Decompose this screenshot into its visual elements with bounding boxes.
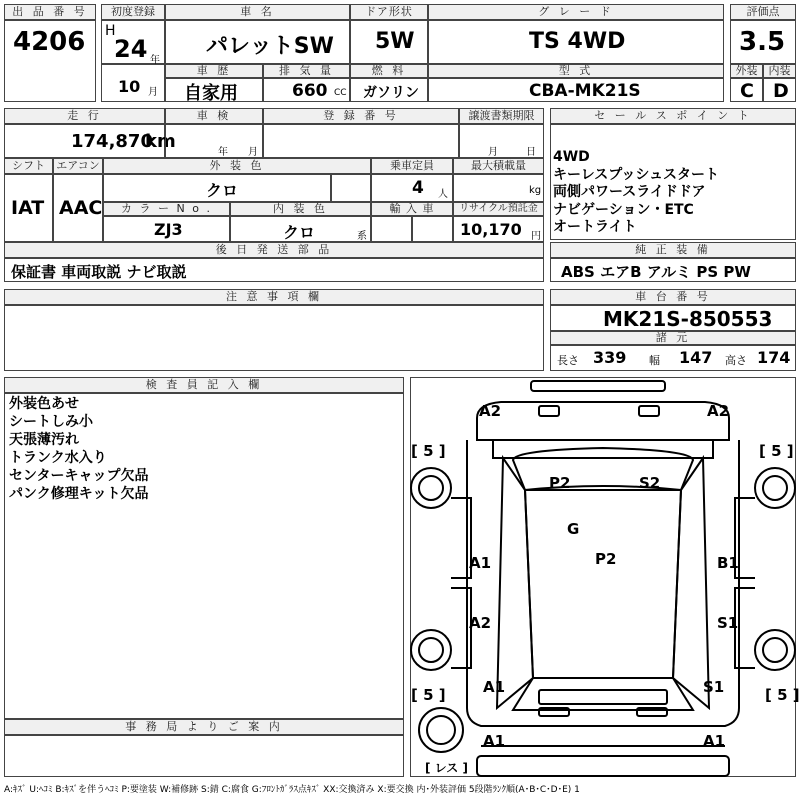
- doc-deadline-box: [459, 124, 544, 158]
- capacity: 4: [412, 178, 424, 198]
- cautions-box: [4, 305, 544, 371]
- rear-bumper-shape: [477, 756, 729, 776]
- reg-no-box: [263, 124, 459, 158]
- max-load-header: 最大積載量: [453, 158, 544, 174]
- damage-mark: A1: [483, 678, 506, 696]
- ext-score-box: [730, 78, 763, 102]
- genuine-box: [550, 258, 796, 282]
- chassis-box: [550, 305, 796, 331]
- sales-point-item: ナビゲーション・ETC: [553, 201, 694, 218]
- ext-score: C: [740, 80, 754, 102]
- displacement-header: 排 気 量: [263, 64, 350, 78]
- reg-month: 10: [118, 77, 141, 96]
- door-box: [350, 20, 428, 64]
- aircon-header: エアコン: [53, 158, 103, 174]
- roof-shape: [525, 490, 681, 678]
- inspector-note-item: パンク修理キット欠品: [9, 486, 149, 502]
- height-label: 高さ: [725, 354, 747, 367]
- displacement: 660: [292, 81, 328, 101]
- fuel: ガソリン: [363, 85, 419, 101]
- max-load-box: [453, 174, 544, 202]
- capacity-box: [371, 174, 453, 202]
- reg-year: 24: [114, 35, 148, 63]
- damage-mark: A1: [469, 554, 492, 572]
- specs-box: [550, 345, 796, 371]
- specs-header: 諸 元: [550, 331, 796, 345]
- width: 147: [679, 348, 713, 367]
- tire-tread-score: [ 5 ]: [411, 686, 446, 704]
- month-unit: 月: [148, 87, 158, 98]
- color-no-header: カ ラ ー N o .: [103, 202, 230, 216]
- inspection-month-unit: 月: [248, 147, 258, 158]
- int-score: D: [773, 80, 789, 102]
- int-color-box: [230, 216, 371, 242]
- car-diagram: [411, 378, 800, 776]
- lot-box: [4, 20, 96, 102]
- cautions-header: 注 意 事 項 欄: [4, 289, 544, 305]
- damage-mark: A2: [707, 402, 730, 420]
- displacement-box: [263, 78, 350, 102]
- recycle-fee: 10,170: [460, 220, 522, 239]
- color-no-box: [103, 216, 230, 242]
- tire-tread-score: [ 5 ]: [759, 442, 794, 460]
- later-parts-header: 後 日 発 送 部 品: [4, 242, 544, 258]
- left-side-panel: [497, 458, 533, 708]
- length-label: 長さ: [557, 354, 579, 367]
- import-box-a: [371, 216, 412, 242]
- sales-point-box: [550, 124, 796, 240]
- int-header: 内装: [763, 64, 796, 78]
- tire-front-right: [755, 468, 795, 508]
- model-code: CBA-MK21S: [529, 81, 641, 101]
- inspector-notes: [9, 395, 148, 503]
- front-mark-left: [539, 406, 559, 416]
- color-no: ZJ3: [154, 220, 183, 239]
- legend-text: A:ｷｽﾞ U:ﾍｺﾐ B:ｷｽﾞを伴うﾍｺﾐ P:要塗装 W:補修跡 S:錆 C:腐食 G:ﾌﾛﾝﾄｶﾞﾗｽ点ｷｽﾞ XX:交換済み X:要交換 内･外装評価 5段階ﾗﾝｸ順(A･B･C･D･E) 1: [4, 785, 580, 795]
- recycle-header: リサイクル預託金: [453, 202, 544, 216]
- history: 自家用: [184, 83, 238, 104]
- car-name-header: 車 名: [165, 4, 350, 20]
- hood-shape: [477, 402, 729, 440]
- fuel-header: 燃 料: [350, 64, 428, 78]
- mileage-header: 走 行: [4, 108, 165, 124]
- inspection-box: [165, 124, 263, 158]
- import-box-b: [412, 216, 453, 242]
- damage-mark: B1: [717, 554, 739, 572]
- front-bumper-shape: [531, 381, 665, 391]
- inspection-year-unit: 年: [218, 147, 228, 158]
- aircon-box: [53, 174, 103, 242]
- genuine-header: 純 正 装 備: [550, 242, 796, 258]
- ext-color-box: [103, 174, 331, 202]
- tire-tread-score: [ 5 ]: [411, 442, 446, 460]
- int-color: クロ: [283, 223, 316, 242]
- car-name-box: [165, 20, 350, 64]
- recycle-box: [453, 216, 544, 242]
- mileage-box: [4, 124, 176, 158]
- year-unit: 年: [150, 55, 160, 66]
- damage-mark: S2: [639, 474, 661, 492]
- right-side-panel: [673, 458, 709, 708]
- score-box: [730, 20, 796, 64]
- int-color-header: 内 装 色: [230, 202, 371, 216]
- ext-header: 外装: [730, 64, 763, 78]
- first-reg-year-box: [101, 20, 165, 64]
- car-name: パレットSW: [206, 34, 334, 59]
- model-header: 型 式: [428, 64, 724, 78]
- history-header: 車 歴: [165, 64, 263, 78]
- shift-header: シフト: [4, 158, 53, 174]
- damage-mark: A1: [703, 732, 726, 750]
- car-diagram-box: [410, 377, 800, 777]
- grade-header: グ レ ー ド: [428, 4, 724, 20]
- chassis-header: 車 台 番 号: [550, 289, 796, 305]
- inspector-note-item: 外装色あせ: [9, 396, 79, 412]
- yen-unit: 円: [531, 231, 541, 242]
- int-score-box: [763, 78, 796, 102]
- tire-rear-right: [755, 630, 795, 670]
- ext-color-header: 外 装 色: [103, 158, 371, 174]
- grade: TS 4WD: [529, 29, 626, 54]
- history-box: [165, 78, 263, 102]
- shift: IAT: [11, 197, 45, 219]
- capacity-header: 乗車定員: [371, 158, 453, 174]
- damage-mark: S1: [717, 614, 739, 632]
- person-unit: 人: [438, 189, 448, 200]
- aircon: AAC: [59, 197, 103, 219]
- inspector-box: [4, 393, 404, 719]
- spare-tire-label: [ レス ]: [425, 761, 468, 775]
- tire-rear-left: [411, 630, 451, 670]
- sales-point-header: セ ー ル ス ポ イ ン ト: [550, 108, 796, 124]
- sales-point-list: [553, 149, 719, 237]
- damage-mark: P2: [549, 474, 571, 492]
- inspector-note-item: トランク水入り: [9, 450, 107, 466]
- damage-mark: A1: [483, 732, 506, 750]
- mileage: 174,870: [71, 131, 153, 152]
- door-type: 5W: [375, 29, 415, 54]
- doc-month-unit: 月: [488, 147, 498, 158]
- score: 3.5: [739, 27, 786, 57]
- shift-box: [4, 174, 53, 242]
- windshield-shape: [513, 448, 693, 490]
- lot-number: 4206: [13, 27, 86, 57]
- tailgate-shape: [539, 690, 667, 704]
- damage-mark: A2: [479, 402, 502, 420]
- inspector-note-item: シートしみ小: [9, 414, 93, 430]
- spare-tire: [419, 708, 463, 752]
- kei-unit: 系: [357, 231, 367, 242]
- length: 339: [593, 348, 627, 367]
- genuine-equipment: ABS エアB アルミ PS PW: [561, 263, 751, 281]
- damage-mark: A2: [469, 614, 492, 632]
- body-outline: [467, 440, 739, 726]
- tire-tread-score: [ 5 ]: [765, 686, 800, 704]
- damage-mark: P2: [595, 550, 617, 568]
- tire-front-left: [411, 468, 451, 508]
- first-reg-month-box: [101, 64, 165, 102]
- sales-point-item: オートライト: [553, 219, 637, 235]
- inspector-note-item: センターキャップ欠品: [9, 468, 149, 484]
- inspector-note-item: 天張薄汚れ: [9, 432, 79, 448]
- score-header: 評価点: [730, 4, 796, 20]
- door-header: ドア形状: [350, 4, 428, 20]
- damage-mark: G: [567, 520, 580, 538]
- sales-point-item: 両側パワースライドドア: [553, 184, 706, 200]
- cc-unit: CC: [334, 88, 347, 98]
- doc-day-unit: 日: [526, 147, 536, 158]
- office-header: 事 務 局 よ り ご 案 内: [4, 719, 404, 735]
- front-mark-right: [639, 406, 659, 416]
- grade-box: [428, 20, 724, 64]
- later-parts-box: [4, 258, 544, 282]
- sales-point-item: 4WD: [553, 149, 590, 165]
- inspector-header: 検 査 員 記 入 欄: [4, 377, 404, 393]
- reg-no-header: 登 録 番 号: [263, 108, 459, 124]
- damage-mark: S1: [703, 678, 725, 696]
- first-reg-header: 初度登録: [101, 4, 165, 20]
- height: 174: [757, 348, 791, 367]
- era: H: [105, 23, 116, 39]
- km-unit: km: [145, 131, 176, 152]
- chassis-number: MK21S-850553: [603, 307, 773, 331]
- width-label: 幅: [649, 354, 660, 367]
- ext-color: クロ: [206, 181, 239, 200]
- later-parts: 保証書 車両取説 ナビ取説: [11, 263, 187, 281]
- inspection-header: 車 検: [165, 108, 263, 124]
- sales-point-item: キーレスプッシュスタート: [553, 166, 720, 183]
- fuel-box: [350, 78, 428, 102]
- model-box: [428, 78, 724, 102]
- kg-unit: kg: [529, 185, 542, 196]
- lot-header: 出 品 番 号: [4, 4, 96, 20]
- import-header: 輸 入 車: [371, 202, 453, 216]
- office-box: [4, 735, 404, 777]
- ext-color-extra: [331, 174, 371, 202]
- doc-deadline-header: 譲渡書類期限: [459, 108, 544, 124]
